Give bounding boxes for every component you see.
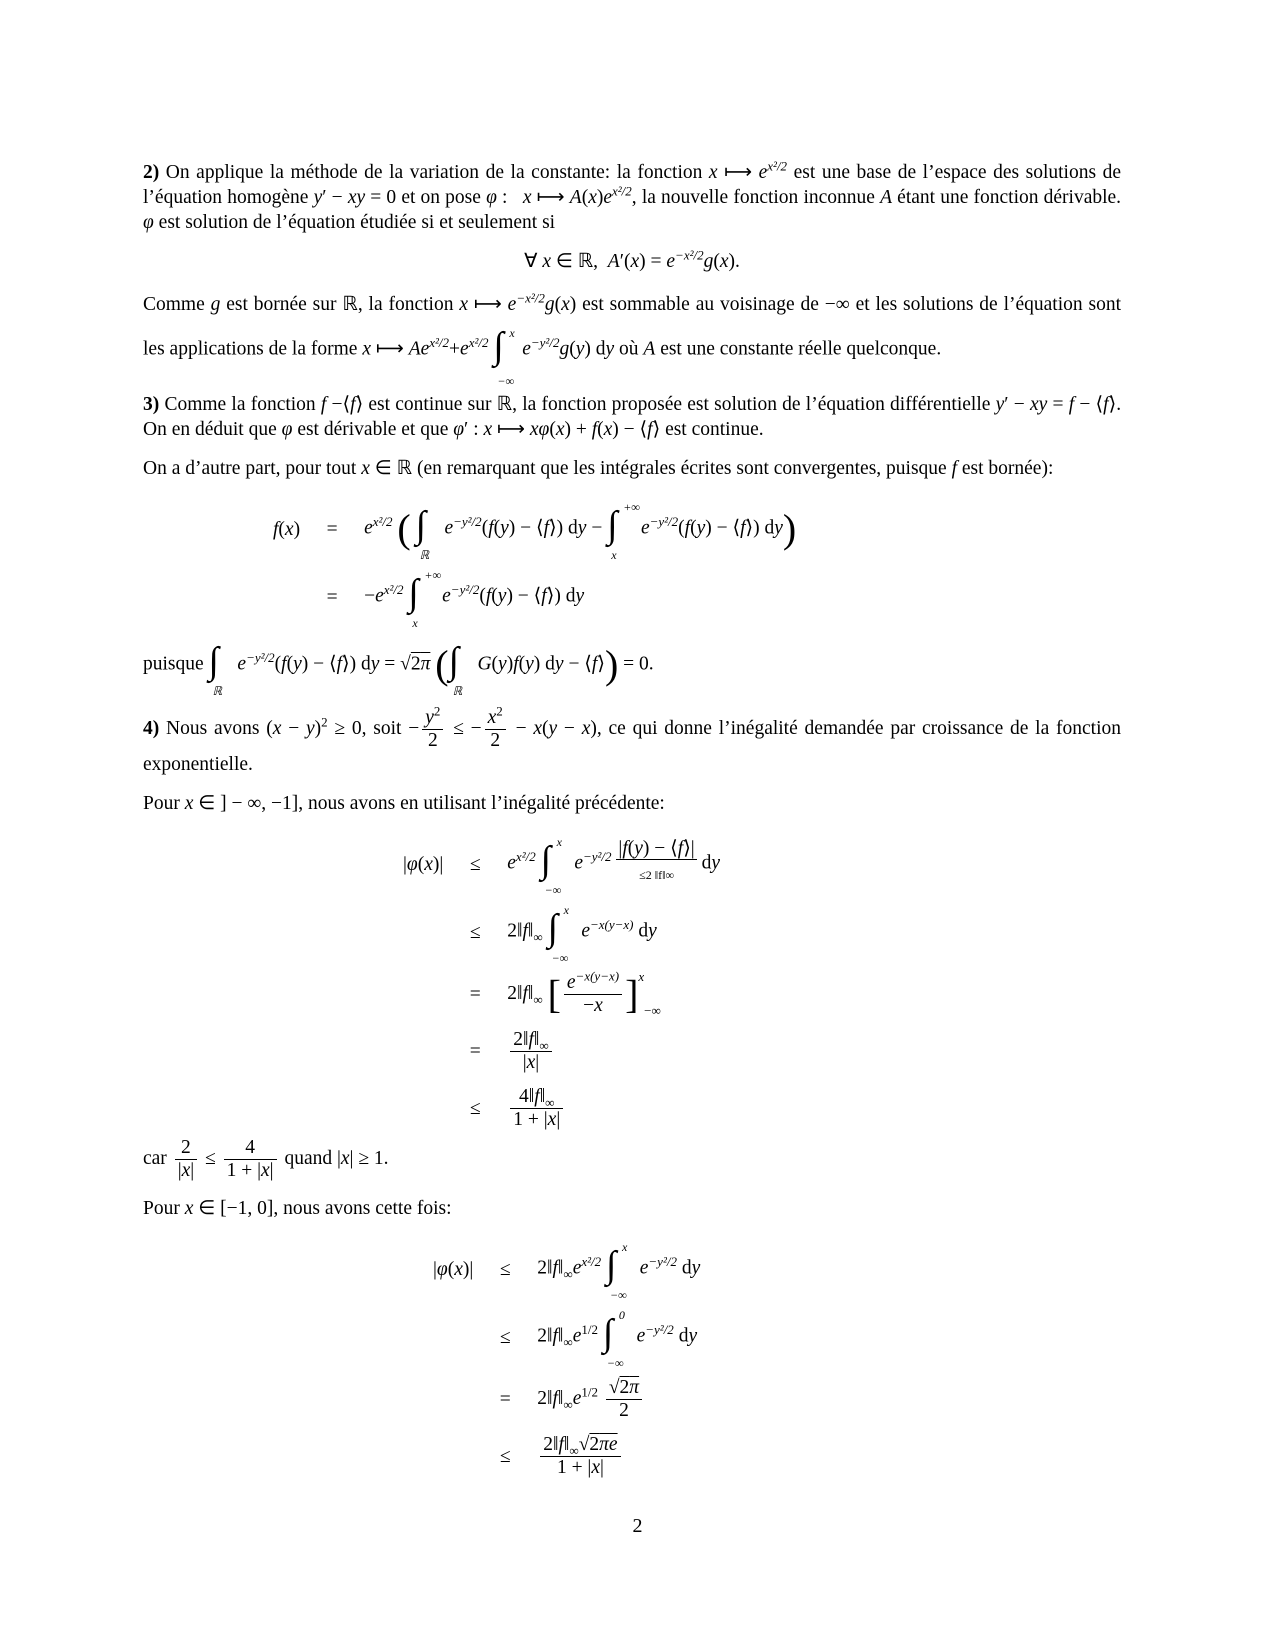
paragraph-q3-a: 3) Comme la fonction f −⟨f⟩ est continue sur ℝ, la fonction proposée est solution de l’équation différentielle y′ − xy = f − ⟨f⟩. On en déduit que φ est dérivable et que φ′ : x ⟼ xφ(x) + f(x) − ⟨f⟩ est continue. [143,394,1122,440]
question-number: 3) [143,394,160,415]
paragraph-q4-c: car $\frac{2}{|x|}$ ≤ $\frac{4}{1 + |x|}$ quand |x| ≥ 1. [143,1137,389,1181]
paragraph-q2-a: 2) On applique la méthode de la variation de la constante: la fonction x ⟼ $e^{x^2/2}$ est une base de l’espace des solutions de l’équation homogène y′ − xy = 0 et on pose φ : x ⟼ $A(x)e^{x^2/2}$, la nouvelle fonction inconnue A étant une fonction dérivable. φ est solution de l’équation étudiée si et seulement si [143,158,1122,233]
paragraph-q4-b: Pour x ∈ ] − ∞, −1], nous avons en utilisant l’inégalité précédente: [143,793,665,814]
equation-f-expression: f(x) = $e^{x^2/2}$ ( ∫ ℝ $e^{-y^2/2}(f(y)$ − ⟨f⟩) dy − ∫ +∞ x $e^{-y^2/2}(f(y)$ − ⟨f⟩) dy) = $-e^{x^2/2}$ ∫ +∞ x $e^{-y^2/2}(f(y)$ − ⟨f⟩) dy [273,500,797,630]
paragraph-q4-a: 4) Nous avons $(x - y)^2 \ge 0$, soit − $\frac{y^2}{2}$ ≤ − $\frac{x^2}{2}$ − x(y − x), ce qui donne l’inégalité demandée par croissance de la fonction exponentielle. [143,703,1122,775]
paragraph-q2-b: Comme g est bornée sur ℝ, la fonction x ⟼ $e^{-x^2/2}g(x)$ est sommable au voisinage de −∞ et les solutions de l’équation sont les applications de la forme x ⟼ $Ae^{x^2/2}+e^{x^2/2}$ ∫ x −∞ $e^{-y^2/2}g(y)$ dy où A est une constante réelle quelconque. [143,290,1121,388]
question-number: 2) [143,162,160,183]
inequality-chain-2: |φ(x)| ≤ $2‖f‖_\infty e^{x^2/2}$ ∫ x −∞ $e^{-y^2/2}$ dy ≤ $2‖f‖_\infty e^{1/2}$ ∫ 0 −∞ $e^{-y^2/2}$ dy = $2‖f‖_\infty e^{1/2}$ $\frac{√2\pi}{2}$ ≤ $\frac{2‖f‖_\infty√2\pi e}{1 + |x|}$ [433,1240,701,1478]
paragraph-q4-d: Pour x ∈ [−1, 0], nous avons cette fois: [143,1198,452,1219]
equation-A-prime: ∀ x ∈ ℝ, $A'(x) = e^{-x^2/2}g(x)$. [524,247,740,272]
page-number: 2 [632,1515,643,1537]
document-body [143,160,1121,1485]
inequality-chain-1: |φ(x)| ≤ $e^{x^2/2}$ ∫ x −∞ $e^{-y^2/2}$ |f(y) − ⟨f⟩| ≤2 ‖f‖∞ dy ≤ $2‖f‖_\infty$ ∫ x −∞ $e^{-x(y-x)}$ dy = $2‖f‖_\infty$ [ $\frac{e^{-x(y-x)}}{-x}$ ]$^x_{-\infty}$ = $\frac{2‖f‖_\infty}{|x|}$ ≤ $\frac{4‖f‖_\infty}{1 + |x|}$ [403,835,720,1130]
paragraph-q3-c: puisque ∫ ℝ $e^{-y^2/2}(f(y)$ − ⟨f⟩) dy = √2π ( ∫ ℝ G(y)f(y) dy − ⟨f⟩) = 0. [143,640,654,698]
question-number: 4) [143,717,160,739]
paragraph-q3-b: On a d’autre part, pour tout x ∈ ℝ (en remarquant que les intégrales écrites sont convergentes, puisque f est bornée): [143,458,1054,479]
